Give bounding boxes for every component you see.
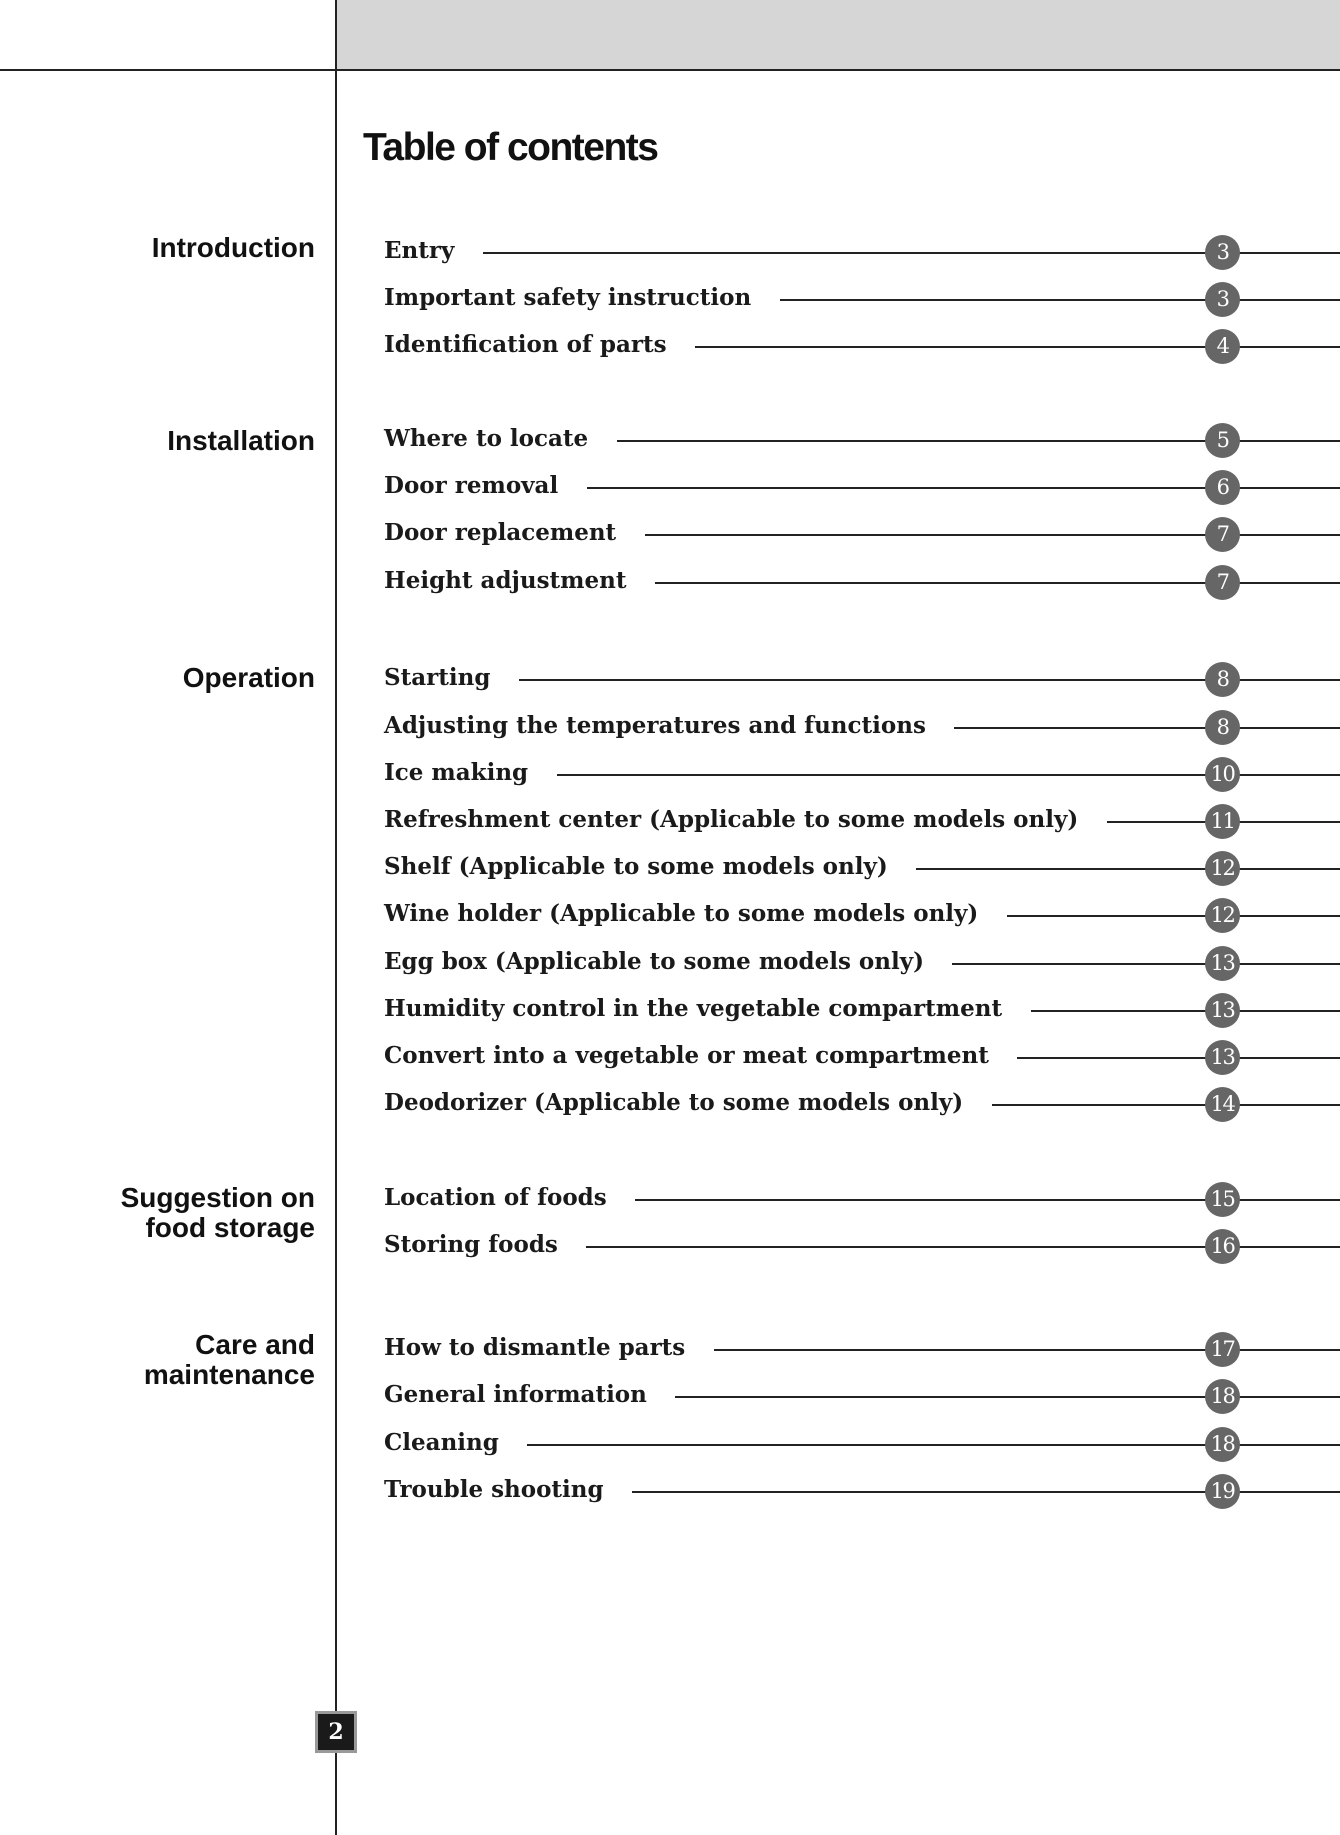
- toc-entry: [384, 899, 1340, 935]
- toc-entry: [384, 947, 1340, 983]
- toc-entry-label: Important safety instruction: [384, 284, 752, 311]
- toc-entry-label: Storing foods: [384, 1231, 558, 1258]
- page-number-badge: 12: [1205, 898, 1240, 933]
- toc-entry-label: Identification of parts: [384, 331, 667, 358]
- section-label-line: maintenance: [143, 1359, 315, 1390]
- page-number-badge: 6: [1205, 470, 1240, 505]
- toc-entry: [384, 471, 1340, 507]
- toc-entry-label: Cleaning: [384, 1429, 499, 1456]
- toc-entry-label: Door replacement: [384, 519, 617, 546]
- leader-line: [714, 1349, 1340, 1351]
- section-label-line: Suggestion on: [120, 1182, 315, 1213]
- toc-entry-label: Starting: [384, 664, 491, 691]
- toc-entry-label: Deodorizer (Applicable to some models only): [384, 1089, 964, 1116]
- toc-entry-label: General information: [384, 1381, 647, 1408]
- page-number-badge: 18: [1205, 1379, 1240, 1414]
- section-label: [121, 1183, 315, 1243]
- leader-line: [1007, 915, 1340, 917]
- toc-entry-label: Refreshment center (Applicable to some models only): [384, 806, 1079, 833]
- toc-entry: [384, 566, 1340, 602]
- section-label: [152, 233, 315, 263]
- header-rule: [0, 69, 1340, 71]
- toc-entry-label: Where to locate: [384, 425, 589, 452]
- leader-line: [992, 1104, 1340, 1106]
- page-number-badge: 17: [1205, 1332, 1240, 1367]
- section-label-line: Care and: [195, 1329, 315, 1360]
- section-label: [167, 426, 315, 456]
- page-number: 2: [315, 1711, 357, 1753]
- page-number-badge: 19: [1205, 1474, 1240, 1509]
- page-number-badge: 3: [1205, 282, 1240, 317]
- page-number-badge: 12: [1205, 851, 1240, 886]
- leader-line: [952, 963, 1340, 965]
- toc-entry: [384, 663, 1340, 699]
- toc-entry: [384, 1183, 1340, 1219]
- toc-entry: [384, 805, 1340, 841]
- toc-entry-label: Shelf (Applicable to some models only): [384, 853, 888, 880]
- toc-entry: [384, 330, 1340, 366]
- section-label-line: Operation: [182, 662, 315, 693]
- page-number-badge: 18: [1205, 1427, 1240, 1462]
- toc-entry: [384, 1380, 1340, 1416]
- section-label-line: Installation: [167, 425, 315, 456]
- toc-entry: [384, 1333, 1340, 1369]
- page-number-badge: 13: [1205, 946, 1240, 981]
- toc-entry: [384, 1475, 1340, 1511]
- toc-entry-label: Ice making: [384, 759, 529, 786]
- toc-entry: [384, 424, 1340, 460]
- toc-entry: [384, 852, 1340, 888]
- page-number-badge: 13: [1205, 1040, 1240, 1075]
- toc-entry-label: Egg box (Applicable to some models only): [384, 948, 924, 975]
- section-label-line: food storage: [145, 1212, 315, 1243]
- toc-entry: [384, 1041, 1340, 1077]
- toc-entry: [384, 1428, 1340, 1464]
- section-label: [183, 663, 315, 693]
- toc-entry: [384, 1230, 1340, 1266]
- section-label: [144, 1330, 315, 1390]
- toc-entry: [384, 758, 1340, 794]
- toc-entry-label: Trouble shooting: [384, 1476, 604, 1503]
- toc-entry-label: Height adjustment: [384, 567, 627, 594]
- toc-entry-label: Location of foods: [384, 1184, 607, 1211]
- leader-line: [695, 346, 1340, 348]
- toc-entry-label: How to dismantle parts: [384, 1334, 686, 1361]
- toc-entry-label: Wine holder (Applicable to some models only): [384, 900, 979, 927]
- toc-entry-label: Door removal: [384, 472, 559, 499]
- page-number-badge: 8: [1205, 710, 1240, 745]
- page-number-badge: 7: [1205, 565, 1240, 600]
- toc-entry-label: Entry: [384, 237, 455, 264]
- toc-entry-label: Adjusting the temperatures and functions: [384, 712, 926, 739]
- leader-line: [916, 868, 1340, 870]
- page-number-badge: 10: [1205, 757, 1240, 792]
- toc-entry: [384, 1088, 1340, 1124]
- page-number-badge: 16: [1205, 1229, 1240, 1264]
- toc-entry: [384, 994, 1340, 1030]
- page-number-badge: 15: [1205, 1182, 1240, 1217]
- toc-entry-label: Convert into a vegetable or meat compartment: [384, 1042, 989, 1069]
- page-number-badge: 11: [1205, 804, 1240, 839]
- page-number-badge: 3: [1205, 235, 1240, 270]
- page-number-badge: 13: [1205, 993, 1240, 1028]
- toc-entry: [384, 711, 1340, 747]
- leader-line: [780, 299, 1340, 301]
- page-number-badge: 4: [1205, 329, 1240, 364]
- page-number-badge: 5: [1205, 423, 1240, 458]
- header-bar: [337, 0, 1340, 69]
- leader-line: [1031, 1010, 1340, 1012]
- leader-line: [1017, 1057, 1340, 1059]
- leader-line: [954, 727, 1340, 729]
- page-number-badge: 8: [1205, 662, 1240, 697]
- vertical-rule: [335, 0, 337, 1835]
- page-title: Table of contents: [363, 126, 658, 169]
- toc-entry: [384, 283, 1340, 319]
- section-label-line: Introduction: [151, 232, 315, 263]
- toc-entry-label: Humidity control in the vegetable compartment: [384, 995, 1003, 1022]
- page-number-badge: 7: [1205, 517, 1240, 552]
- page-number-badge: 14: [1205, 1087, 1240, 1122]
- leader-line: [675, 1396, 1340, 1398]
- toc-entry: [384, 236, 1340, 272]
- toc-entry: [384, 518, 1340, 554]
